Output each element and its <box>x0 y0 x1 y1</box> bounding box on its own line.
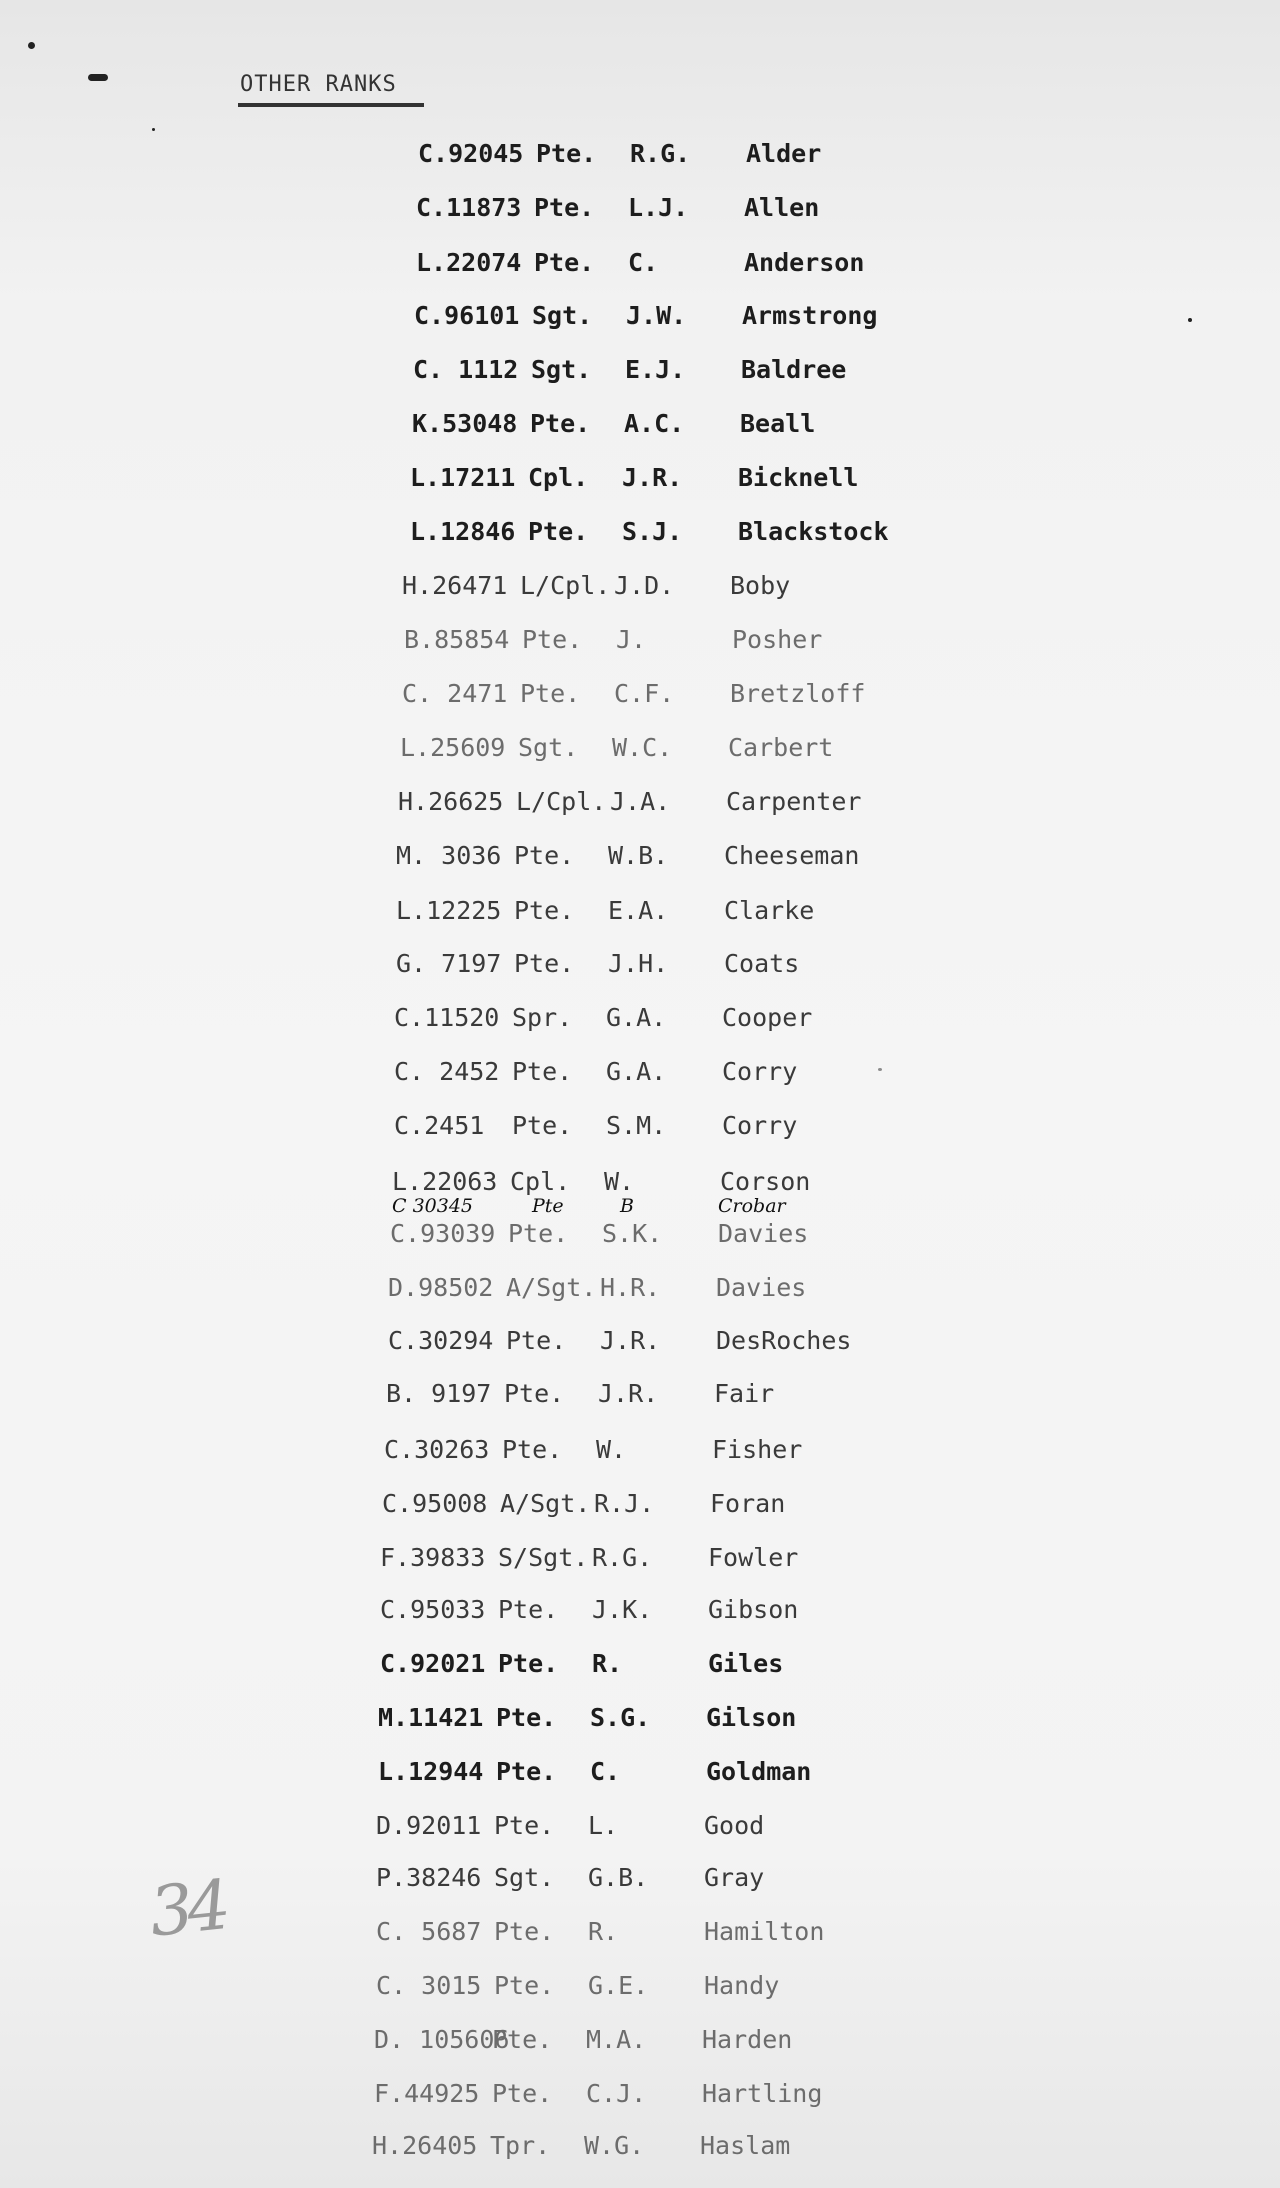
surname: Corry <box>722 1057 798 1086</box>
rank: Sgt. <box>532 301 593 330</box>
initials: W.B. <box>608 841 669 870</box>
surname: Gray <box>704 1863 765 1892</box>
rank: Pte. <box>514 949 575 978</box>
initials: G.B. <box>588 1863 649 1892</box>
rank: A/Sgt. <box>500 1489 591 1518</box>
surname: DesRoches <box>716 1326 852 1355</box>
rank: Pte. <box>534 193 595 222</box>
service-number: F.39833 <box>380 1543 486 1572</box>
ink-speck <box>878 1068 882 1071</box>
initials: J.R. <box>600 1326 661 1355</box>
section-heading: OTHER RANKS <box>240 72 397 97</box>
surname: Hartling <box>702 2079 823 2108</box>
surname: Beall <box>740 409 816 438</box>
surname: Fowler <box>708 1543 799 1572</box>
initials: J.R. <box>622 463 683 492</box>
rank: Spr. <box>512 1003 573 1032</box>
surname: Blackstock <box>738 517 889 546</box>
surname: Anderson <box>744 248 865 277</box>
service-number: C.11520 <box>394 1003 500 1032</box>
rank: Cpl. <box>528 463 589 492</box>
ink-speck <box>1188 318 1192 322</box>
ink-speck <box>88 74 108 81</box>
surname: Coats <box>724 949 800 978</box>
service-number: L.12225 <box>396 896 502 925</box>
service-number: M. 3036 <box>396 841 502 870</box>
initials: J.W. <box>626 301 687 330</box>
surname: Davies <box>716 1273 807 1302</box>
surname: Harden <box>702 2025 793 2054</box>
initials: L. <box>588 1811 619 1840</box>
ink-speck <box>28 42 35 49</box>
rank: L/Cpl. <box>520 571 611 600</box>
rank: Pte. <box>528 517 589 546</box>
service-number: B. 9197 <box>386 1379 492 1408</box>
service-number: L.17211 <box>410 463 516 492</box>
initials: L.J. <box>628 193 689 222</box>
service-number: C.92045 <box>418 139 524 168</box>
rank: Pte. <box>496 1757 557 1786</box>
rank: Pte. <box>498 1649 559 1678</box>
service-number: C. 5687 <box>376 1917 482 1946</box>
rank: Pte. <box>508 1219 569 1248</box>
service-number: G. 7197 <box>396 949 502 978</box>
rank: Sgt. <box>531 355 592 384</box>
service-number: C.11873 <box>416 193 522 222</box>
initials: J.R. <box>598 1379 659 1408</box>
initials: A.C. <box>624 409 685 438</box>
initials: R.G. <box>592 1543 653 1572</box>
service-number: K.53048 <box>412 409 518 438</box>
surname: Baldree <box>741 355 847 384</box>
handwritten-folio-number: 34 <box>146 1866 229 1953</box>
rank: S/Sgt. <box>498 1543 589 1572</box>
rank: Pte. <box>492 2079 553 2108</box>
surname: Fair <box>714 1379 775 1408</box>
service-number: C. 2452 <box>394 1057 500 1086</box>
rank: A/Sgt. <box>506 1273 597 1302</box>
service-number: C.30294 <box>388 1326 494 1355</box>
service-number: C.2451 <box>394 1111 485 1140</box>
rank: Pte. <box>530 409 591 438</box>
service-number: M.11421 <box>378 1703 484 1732</box>
initials: R.J. <box>594 1489 655 1518</box>
service-number: L.25609 <box>400 733 506 762</box>
initials: E.J. <box>625 355 686 384</box>
initials: S.M. <box>606 1111 667 1140</box>
surname: Clarke <box>724 896 815 925</box>
rank: Pte. <box>494 1811 555 1840</box>
service-number: C.30263 <box>384 1435 490 1464</box>
surname: Bretzloff <box>730 679 866 708</box>
rank: Pte. <box>492 2025 553 2054</box>
rank: Pte. <box>536 139 597 168</box>
surname: Alder <box>746 139 822 168</box>
initials: E.A. <box>608 896 669 925</box>
rank: Pte. <box>504 1379 565 1408</box>
initials: S.G. <box>590 1703 651 1732</box>
rank: Sgt. <box>518 733 579 762</box>
service-number: C.96101 <box>414 301 520 330</box>
surname: Carpenter <box>726 787 862 816</box>
surname: Gilson <box>706 1703 797 1732</box>
surname: Cooper <box>722 1003 813 1032</box>
surname: Giles <box>708 1649 784 1678</box>
initials: J.H. <box>608 949 669 978</box>
surname: Fisher <box>712 1435 803 1464</box>
rank: Pte. <box>534 248 595 277</box>
initials: B <box>620 1195 634 1217</box>
rank: Pte. <box>494 1971 555 2000</box>
rank: Pte. <box>496 1703 557 1732</box>
initials: G.A. <box>606 1003 667 1032</box>
surname: Good <box>704 1811 765 1840</box>
surname: Crobar <box>718 1195 786 1217</box>
service-number: D. 105606 <box>374 2025 510 2054</box>
rank: Pte. <box>512 1111 573 1140</box>
heading-underline <box>238 103 424 107</box>
surname: Davies <box>718 1219 809 1248</box>
rank: Pte. <box>512 1057 573 1086</box>
rank: Cpl. <box>510 1167 571 1196</box>
initials: W. <box>604 1167 635 1196</box>
service-number: F.44925 <box>374 2079 480 2108</box>
initials: J.A. <box>610 787 671 816</box>
initials: C.J. <box>586 2079 647 2108</box>
surname: Carbert <box>728 733 834 762</box>
initials: H.R. <box>600 1273 661 1302</box>
rank: Pte. <box>514 841 575 870</box>
initials: C. <box>628 248 659 277</box>
service-number: L.12846 <box>410 517 516 546</box>
service-number: L.22063 <box>392 1167 498 1196</box>
surname: Goldman <box>706 1757 812 1786</box>
rank: Pte <box>532 1195 564 1217</box>
service-number: C.93039 <box>390 1219 496 1248</box>
service-number: H.26405 <box>372 2131 478 2160</box>
rank: Pte. <box>502 1435 563 1464</box>
surname: Hamilton <box>704 1917 825 1946</box>
surname: Foran <box>710 1489 786 1518</box>
rank: Pte. <box>494 1917 555 1946</box>
surname: Boby <box>730 571 791 600</box>
initials: S.K. <box>602 1219 663 1248</box>
service-number: L.22074 <box>416 248 522 277</box>
initials: C. <box>590 1757 621 1786</box>
service-number: H.26625 <box>398 787 504 816</box>
service-number: H.26471 <box>402 571 508 600</box>
service-number: C.95033 <box>380 1595 486 1624</box>
service-number: L.12944 <box>378 1757 484 1786</box>
surname: Bicknell <box>738 463 859 492</box>
service-number: C. 2471 <box>402 679 508 708</box>
service-number: D.98502 <box>388 1273 494 1302</box>
initials: C.F. <box>614 679 675 708</box>
initials: J. <box>616 625 647 654</box>
initials: R.G. <box>630 139 691 168</box>
service-number: C. 3015 <box>376 1971 482 2000</box>
service-number: D.92011 <box>376 1811 482 1840</box>
surname: Armstrong <box>742 301 878 330</box>
surname: Gibson <box>708 1595 799 1624</box>
rank: Sgt. <box>494 1863 555 1892</box>
service-number: B.85854 <box>404 625 510 654</box>
service-number: C 30345 <box>392 1195 474 1217</box>
rank: Pte. <box>522 625 583 654</box>
surname: Corson <box>720 1167 811 1196</box>
initials: R. <box>588 1917 619 1946</box>
initials: G.A. <box>606 1057 667 1086</box>
initials: W. <box>596 1435 627 1464</box>
initials: R. <box>592 1649 623 1678</box>
rank: Pte. <box>520 679 581 708</box>
initials: M.A. <box>586 2025 647 2054</box>
surname: Allen <box>744 193 820 222</box>
initials: W.C. <box>612 733 673 762</box>
ink-speck <box>152 128 155 131</box>
rank: Pte. <box>514 896 575 925</box>
service-number: P.38246 <box>376 1863 482 1892</box>
rank: Pte. <box>498 1595 559 1624</box>
initials: W.G. <box>584 2131 645 2160</box>
rank: Tpr. <box>490 2131 551 2160</box>
surname: Corry <box>722 1111 798 1140</box>
service-number: C. 1112 <box>413 355 519 384</box>
surname: Haslam <box>700 2131 791 2160</box>
service-number: C.95008 <box>382 1489 488 1518</box>
service-number: C.92021 <box>380 1649 486 1678</box>
initials: S.J. <box>622 517 683 546</box>
initials: J.D. <box>614 571 675 600</box>
surname: Handy <box>704 1971 780 2000</box>
initials: J.K. <box>592 1595 653 1624</box>
rank: Pte. <box>506 1326 567 1355</box>
initials: G.E. <box>588 1971 649 2000</box>
rank: L/Cpl. <box>516 787 607 816</box>
surname: Cheeseman <box>724 841 860 870</box>
surname: Posher <box>732 625 823 654</box>
